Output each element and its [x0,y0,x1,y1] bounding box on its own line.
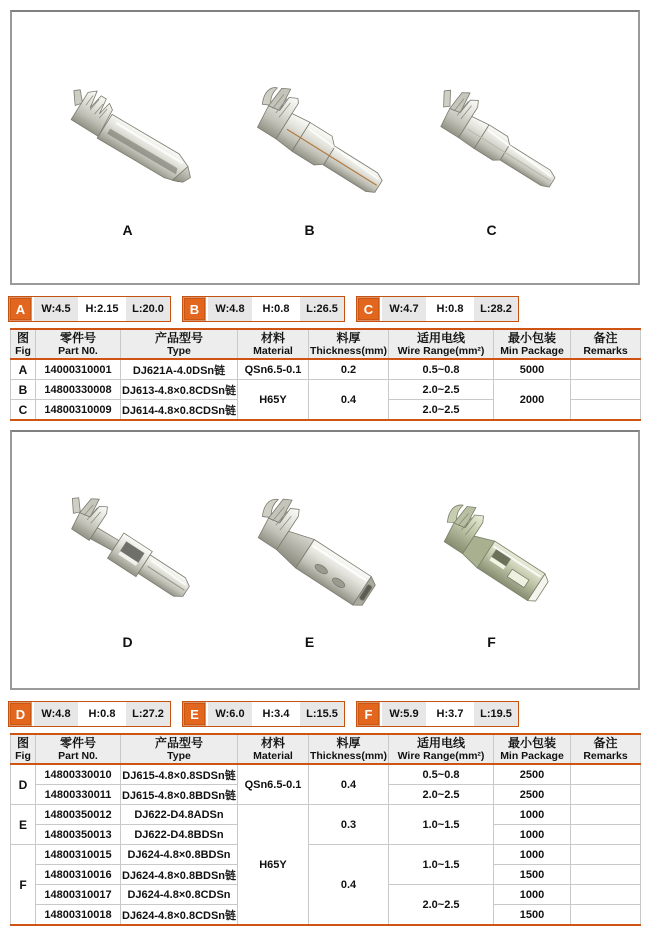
dimension-bar-b [182,296,345,322]
cell-part-number: 14800310018 [36,905,121,926]
cell-type: DJ621A-4.0DSn链 [121,359,238,380]
cell-remarks [571,865,641,885]
cell-remarks [571,764,641,785]
figure-b [219,12,401,283]
cell-min-package: 2500 [494,785,571,805]
dimension-bar-b-letter: B [183,297,206,321]
cell-wire-range: 1.0~1.5 [389,805,494,845]
cell-thickness: 0.2 [309,359,389,380]
cell-min-package: 1000 [494,845,571,865]
cell-part-number: 14800330008 [36,380,121,400]
cell-material: QSn6.5-0.1 [238,764,309,805]
cell-fig: D [11,764,36,805]
cell-fig: B [11,380,36,400]
dimension-e-width: W:6.0 [206,702,252,726]
dimension-bar-e [182,701,345,727]
col-header-remarks: 备注 Remarks [571,734,641,764]
cell-part-number: 14800310009 [36,400,121,421]
col-header-thickness: 料厚 Thickness(mm) [309,329,389,359]
cell-type: DJ624-4.8×0.8BDSn [121,845,238,865]
table-row [11,380,641,400]
dimension-bar-d [8,701,171,727]
table1-header-row [11,329,641,359]
cell-wire-range: 2.0~2.5 [389,785,494,805]
cell-part-number: 14800330010 [36,764,121,785]
cell-min-package: 2000 [494,380,571,421]
figure-b-label: B [304,221,316,238]
cell-part-number: 14800350012 [36,805,121,825]
cell-thickness: 0.4 [309,845,389,926]
cell-wire-range: 2.0~2.5 [389,885,494,926]
figure-f [401,432,583,688]
dimension-f-length: L:19.5 [472,702,518,726]
dimension-bar-f-letter: F [357,702,380,726]
col-header-wire-range: 适用电线 Wire Range(mm²) [389,329,494,359]
cell-remarks [571,905,641,926]
table-row [11,805,641,825]
table-row [11,359,641,380]
terminal-e-image [235,484,385,634]
terminal-c-image [417,72,567,222]
spec-table-def [10,733,641,926]
dimension-d-width: W:4.8 [32,702,78,726]
col-header-min-package: 最小包装 Min Package [494,329,571,359]
cell-part-number: 14800350013 [36,825,121,845]
figure-a-label: A [122,221,134,238]
cell-wire-range: 2.0~2.5 [389,400,494,421]
col-header-remarks: 备注 Remarks [571,329,641,359]
figure-a [37,12,219,283]
cell-type: DJ622-D4.8ADSn [121,805,238,825]
dimension-a-length: L:20.0 [124,297,170,321]
cell-fig: C [11,400,36,421]
cell-remarks [571,359,641,380]
cell-type: DJ615-4.8×0.8BDSn链 [121,785,238,805]
cell-type: DJ622-D4.8BDSn [121,825,238,845]
col-header-type: 产品型号 Type [121,734,238,764]
dimension-bar-c [356,296,519,322]
figure-e-label: E [304,634,316,650]
dimension-c-height: H:0.8 [426,297,472,321]
cell-type: DJ624-4.8×0.8CDSn链 [121,905,238,926]
cell-min-package: 1000 [494,885,571,905]
col-header-type: 产品型号 Type [121,329,238,359]
dimension-b-length: L:26.5 [298,297,344,321]
cell-remarks [571,845,641,865]
dimension-bar-d-letter: D [9,702,32,726]
cell-type: DJ614-4.8×0.8CDSn链 [121,400,238,421]
terminal-d-image [53,484,203,634]
col-header-part: 零件号 Part N0. [36,329,121,359]
col-header-fig: 图 Fig [11,734,36,764]
cell-thickness: 0.3 [309,805,389,845]
col-header-material: 材料 Material [238,734,309,764]
cell-min-package: 1000 [494,825,571,845]
dimension-bars-top [8,296,650,322]
col-header-fig: 图 Fig [11,329,36,359]
cell-material: QSn6.5-0.1 [238,359,309,380]
dimension-b-width: W:4.8 [206,297,252,321]
dimension-c-length: L:28.2 [472,297,518,321]
terminal-a-image [53,72,203,222]
cell-remarks [571,885,641,905]
cell-fig: F [11,845,36,926]
figure-d-label: D [122,634,134,650]
dimension-e-height: H:3.4 [252,702,298,726]
cell-wire-range: 0.5~0.8 [389,764,494,785]
dimension-bar-e-letter: E [183,702,206,726]
table-row [11,764,641,785]
dimension-d-height: H:0.8 [78,702,124,726]
figure-box-bottom [10,430,640,690]
dimension-bars-bottom [8,701,650,727]
cell-type: DJ624-4.8×0.8BDSn链 [121,865,238,885]
figure-d [37,432,219,688]
cell-fig: A [11,359,36,380]
dimension-bar-c-letter: C [357,297,380,321]
dimension-a-height: H:2.15 [78,297,124,321]
cell-min-package: 1000 [494,805,571,825]
figure-c [401,12,583,283]
dimension-bar-f [356,701,519,727]
col-header-part: 零件号 Part N0. [36,734,121,764]
cell-type: DJ615-4.8×0.8SDSn链 [121,764,238,785]
cell-thickness: 0.4 [309,764,389,805]
dimension-b-height: H:0.8 [252,297,298,321]
cell-min-package: 1500 [494,865,571,885]
cell-type: DJ624-4.8×0.8CDSn [121,885,238,905]
figure-box-top [10,10,640,285]
cell-remarks [571,825,641,845]
cell-min-package: 2500 [494,764,571,785]
figure-e [219,432,401,688]
cell-min-package: 5000 [494,359,571,380]
cell-wire-range: 1.0~1.5 [389,845,494,885]
cell-part-number: 14800310016 [36,865,121,885]
col-header-wire-range: 适用电线 Wire Range(mm²) [389,734,494,764]
dimension-a-width: W:4.5 [32,297,78,321]
cell-part-number: 14800330011 [36,785,121,805]
dimension-bar-a [8,296,171,322]
terminal-b-image [235,72,385,222]
dimension-f-width: W:5.9 [380,702,426,726]
col-header-min-package: 最小包装 Min Package [494,734,571,764]
cell-part-number: 14800310017 [36,885,121,905]
dimension-f-height: H:3.7 [426,702,472,726]
cell-material: H65Y [238,805,309,926]
dimension-bar-a-letter: A [9,297,32,321]
cell-remarks [571,805,641,825]
cell-material: H65Y [238,380,309,421]
cell-remarks [571,400,641,421]
dimension-c-width: W:4.7 [380,297,426,321]
col-header-thickness: 料厚 Thickness(mm) [309,734,389,764]
cell-part-number: 14000310001 [36,359,121,380]
col-header-material: 材料 Material [238,329,309,359]
dimension-d-length: L:27.2 [124,702,170,726]
cell-type: DJ613-4.8×0.8CDSn链 [121,380,238,400]
spec-table-abc [10,328,641,421]
cell-fig: E [11,805,36,845]
cell-wire-range: 0.5~0.8 [389,359,494,380]
table-row [11,845,641,865]
cell-remarks [571,785,641,805]
figure-f-label: F [487,634,497,650]
figure-c-label: C [486,221,498,238]
cell-min-package: 1500 [494,905,571,926]
cell-remarks [571,380,641,400]
dimension-e-length: L:15.5 [298,702,344,726]
cell-part-number: 14800310015 [36,845,121,865]
cell-wire-range: 2.0~2.5 [389,380,494,400]
table2-header-row [11,734,641,764]
cell-thickness: 0.4 [309,380,389,421]
terminal-f-image [417,484,567,634]
